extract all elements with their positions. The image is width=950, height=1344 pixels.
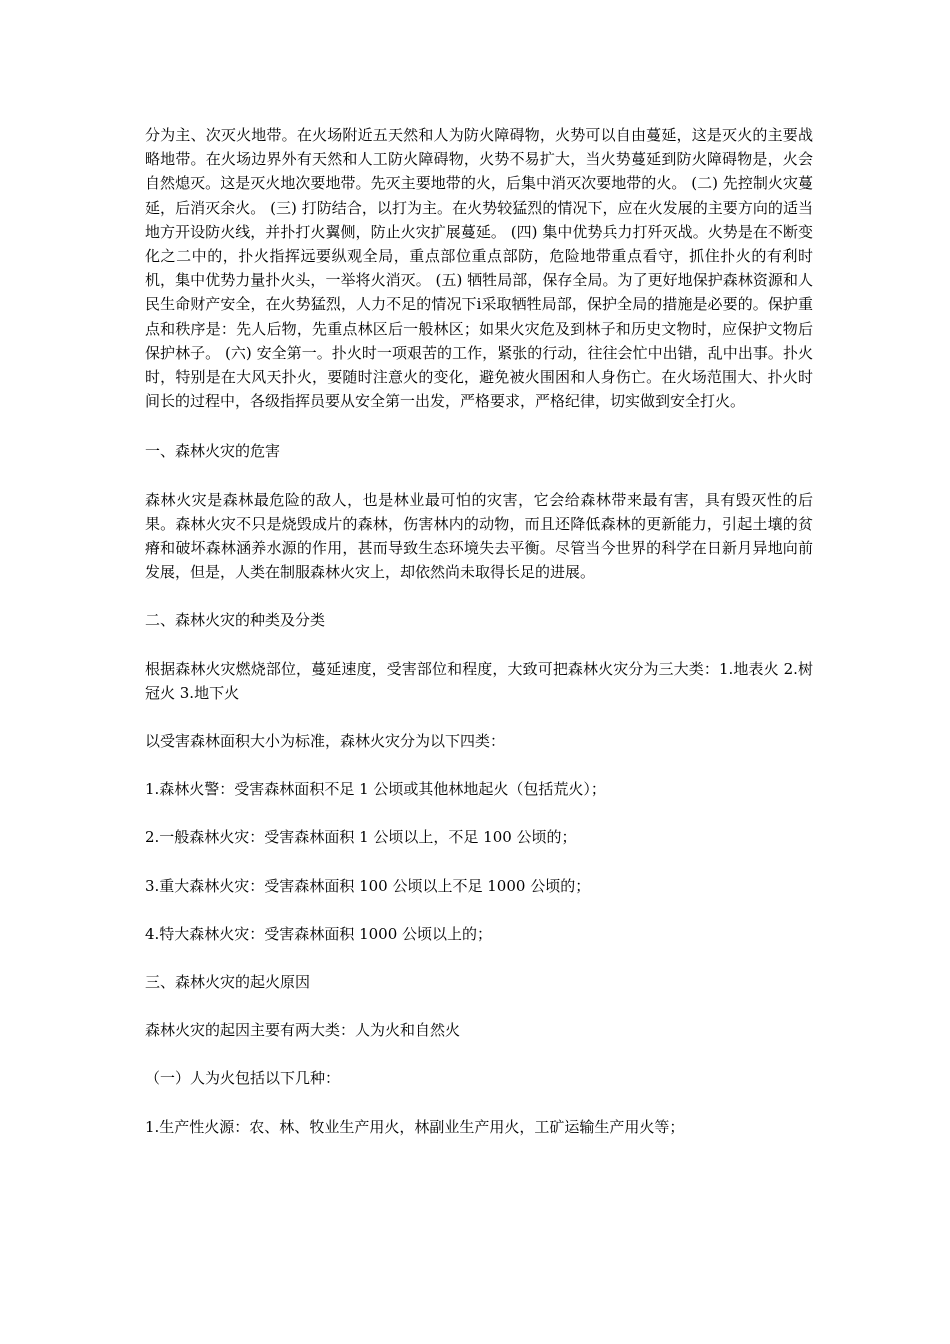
paragraph-fire-types-by-burning-part: 根据森林火灾燃烧部位，蔓延速度，受害部位和程度，大致可把森林火灾分为三大类：1.地表火 2.树冠火 3.地下火 [145, 659, 813, 702]
paragraph-fire-fighting-principles: 分为主、次灭火地带。在火场附近五天然和人为防火障碍物，火势可以自由蔓延，这是灭火的主要战略地带。在火场边界外有天然和人工防火障碍物，火势不易扩大，当火势蔓延到防火障碍物是，火会自然熄灭。这是灭火地次要地带。先灭主要地带的火，后集中消灭次要地带的火。 (二) 先控制火灾蔓延，后消灭余火。 (三) 打防结合，以打为主。在火势较猛烈的情况下，应在火发展的主要方向的适当地方开设防火线，并扑打火翼侧，防止火灾扩展蔓延。 (四) 集中优势兵力打歼灭战。火势是在不断变化之二中的，扑火指挥远要纵观全局，重点部位重点部防，危险地带重点看守，抓住扑火的有利时机，集中优势力量扑火头，一举将火消灭。 (五) 牺牲局部，保存全局。为了更好地保护森林资源和人民生命财产安全，在火势猛烈，人力不足的情况下i采取牺牲局部，保护全局的措施是必要的。保护重点和秩序是：先人后物，先重点林区后一般林区；如果火灾危及到林子和历史文物时，应保护文物后保护林子。 (六) 安全第一。扑火时一项艰苦的工作，紧张的行动，往往会忙中出错，乱中出事。扑火时，特别是在大风天扑火，要随时注意火的变化，避免被火围困和人身伤亡。在火场范围大、扑火时间长的过程中，各级指挥员要从安全第一出发，严格要求，严格纪律，切实做到安全打火。 [145, 126, 813, 411]
paragraph-fire-types-by-area: 以受害森林面积大小为标准，森林火灾分为以下四类： [145, 732, 506, 751]
paragraph-forest-fire-hazards: 森林火灾是森林最危险的敌人，也是林业最可怕的灾害，它会给森林带来最有害，具有毁灭性的后果。森林火灾不只是烧毁成片的森林，伤害林内的动物，而且还降低森林的更新能力，引起土壤的贫瘠和破坏森林涵养水源的作用，甚而导致生态环境失去平衡。尽管当今世界的科学在日新月异地向前发展，但是，人类在制服森林火灾上，却依然尚未取得长足的进展。 [145, 490, 813, 582]
list-item-production-fire-sources: 1.生产性火源：农、林、牧业生产用火，林副业生产用火，工矿运输生产用火等； [145, 1117, 685, 1136]
paragraph-fire-causes-overview: 森林火灾的起因主要有两大类：人为火和自然火 [145, 1021, 461, 1040]
section-heading-fire-causes: 三、森林火灾的起火原因 [145, 973, 311, 992]
document-body [145, 123, 813, 1139]
list-item-major-fire: 3.重大森林火灾：受害森林面积 100 公顷以上不足 1000 公顷的； [145, 876, 591, 895]
list-item-extraordinary-fire: 4.特大森林火灾：受害森林面积 1000 公顷以上的； [145, 924, 493, 943]
section-heading-forest-fire-types: 二、森林火灾的种类及分类 [145, 611, 326, 630]
section-heading-forest-fire-hazards: 一、森林火灾的危害 [145, 442, 281, 461]
subheading-human-caused-fires: （一）人为火包括以下几种： [145, 1069, 341, 1088]
list-item-general-fire: 2.一般森林火灾：受害森林面积 1 公顷以上，不足 100 公顷的； [145, 828, 577, 847]
list-item-fire-alert: 1.森林火警：受害森林面积不足 1 公顷或其他林地起火（包括荒火）； [145, 780, 606, 799]
